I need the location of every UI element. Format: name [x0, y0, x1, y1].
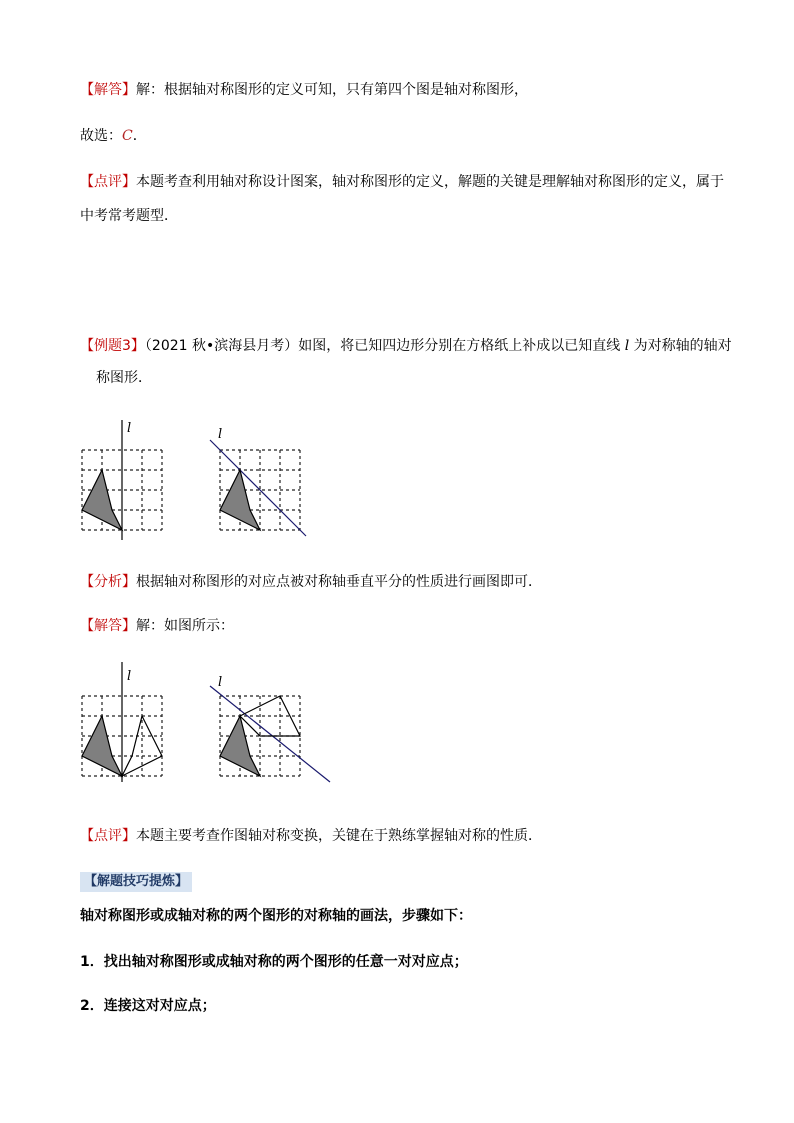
answer-figure-diagonal-axis — [206, 664, 336, 790]
choice-letter: C — [122, 128, 133, 144]
answer-1-line — [80, 80, 528, 100]
question-figure-vertical-axis — [70, 418, 180, 544]
answer-2-line — [80, 616, 234, 636]
example-source: （2021 秋•滨海县月考） — [144, 338, 299, 354]
tips-step-2: 2．连接这对对应点； — [80, 998, 216, 1014]
comment-2-line — [80, 826, 542, 846]
tips-title: 【解题技巧提炼】 — [80, 872, 192, 892]
comment-1-line-1 — [80, 172, 724, 192]
example-3-line-1 — [80, 336, 732, 356]
question-figure-diagonal-axis — [208, 418, 318, 544]
comment-tag: 【点评】 — [80, 174, 136, 190]
answer-figure-vertical-axis — [70, 658, 180, 784]
given-quadrilateral — [220, 470, 260, 530]
axis-label: l — [218, 675, 223, 690]
axis-label: l — [127, 421, 132, 436]
choice-line — [80, 126, 147, 146]
answer-1-text: 解：根据轴对称图形的定义可知，只有第四个图是轴对称图形， — [136, 82, 528, 98]
given-quadrilateral — [82, 470, 122, 530]
comment-1-text: 本题考查利用轴对称设计图案，轴对称图形的定义，解题的关键是理解轴对称图形的定义，属于 — [136, 174, 724, 190]
comment-tag: 【点评】 — [80, 828, 136, 844]
analysis-tag: 【分析】 — [80, 574, 136, 590]
example-text-a: 如图，将已知四边形分别在方格纸上补成以已知直线 — [298, 338, 625, 354]
given-quadrilateral — [220, 716, 260, 776]
example-tag: 【例题3】 — [80, 338, 145, 354]
analysis-text: 根据轴对称图形的对应点被对称轴垂直平分的性质进行画图即可． — [136, 574, 542, 590]
choice-suffix: ． — [132, 128, 147, 144]
tips-intro: 轴对称图形或成轴对称的两个图形的对称轴的画法，步骤如下： — [80, 908, 472, 924]
comment-1-line-2: 中考常考题型． — [80, 208, 178, 224]
answer-tag: 【解答】 — [80, 82, 136, 98]
given-quadrilateral — [82, 716, 122, 776]
answer-tag: 【解答】 — [80, 618, 136, 634]
example-text-b: 为对称轴的轴对 — [629, 338, 732, 354]
axis-label: l — [218, 427, 223, 442]
example-3-line-2: 称图形． — [96, 370, 152, 386]
choice-prefix: 故选： — [80, 128, 122, 144]
tips-step-1: 1．找出轴对称图形或成轴对称的两个图形的任意一对对应点； — [80, 954, 468, 970]
symmetry-axis-line — [210, 440, 306, 536]
example-axis-var: l — [624, 338, 630, 354]
axis-label: l — [127, 669, 132, 684]
answer-2-text: 解：如图所示： — [136, 618, 234, 634]
analysis-line — [80, 572, 542, 592]
comment-2-text: 本题主要考查作图轴对称变换，关键在于熟练掌握轴对称的性质． — [136, 828, 542, 844]
